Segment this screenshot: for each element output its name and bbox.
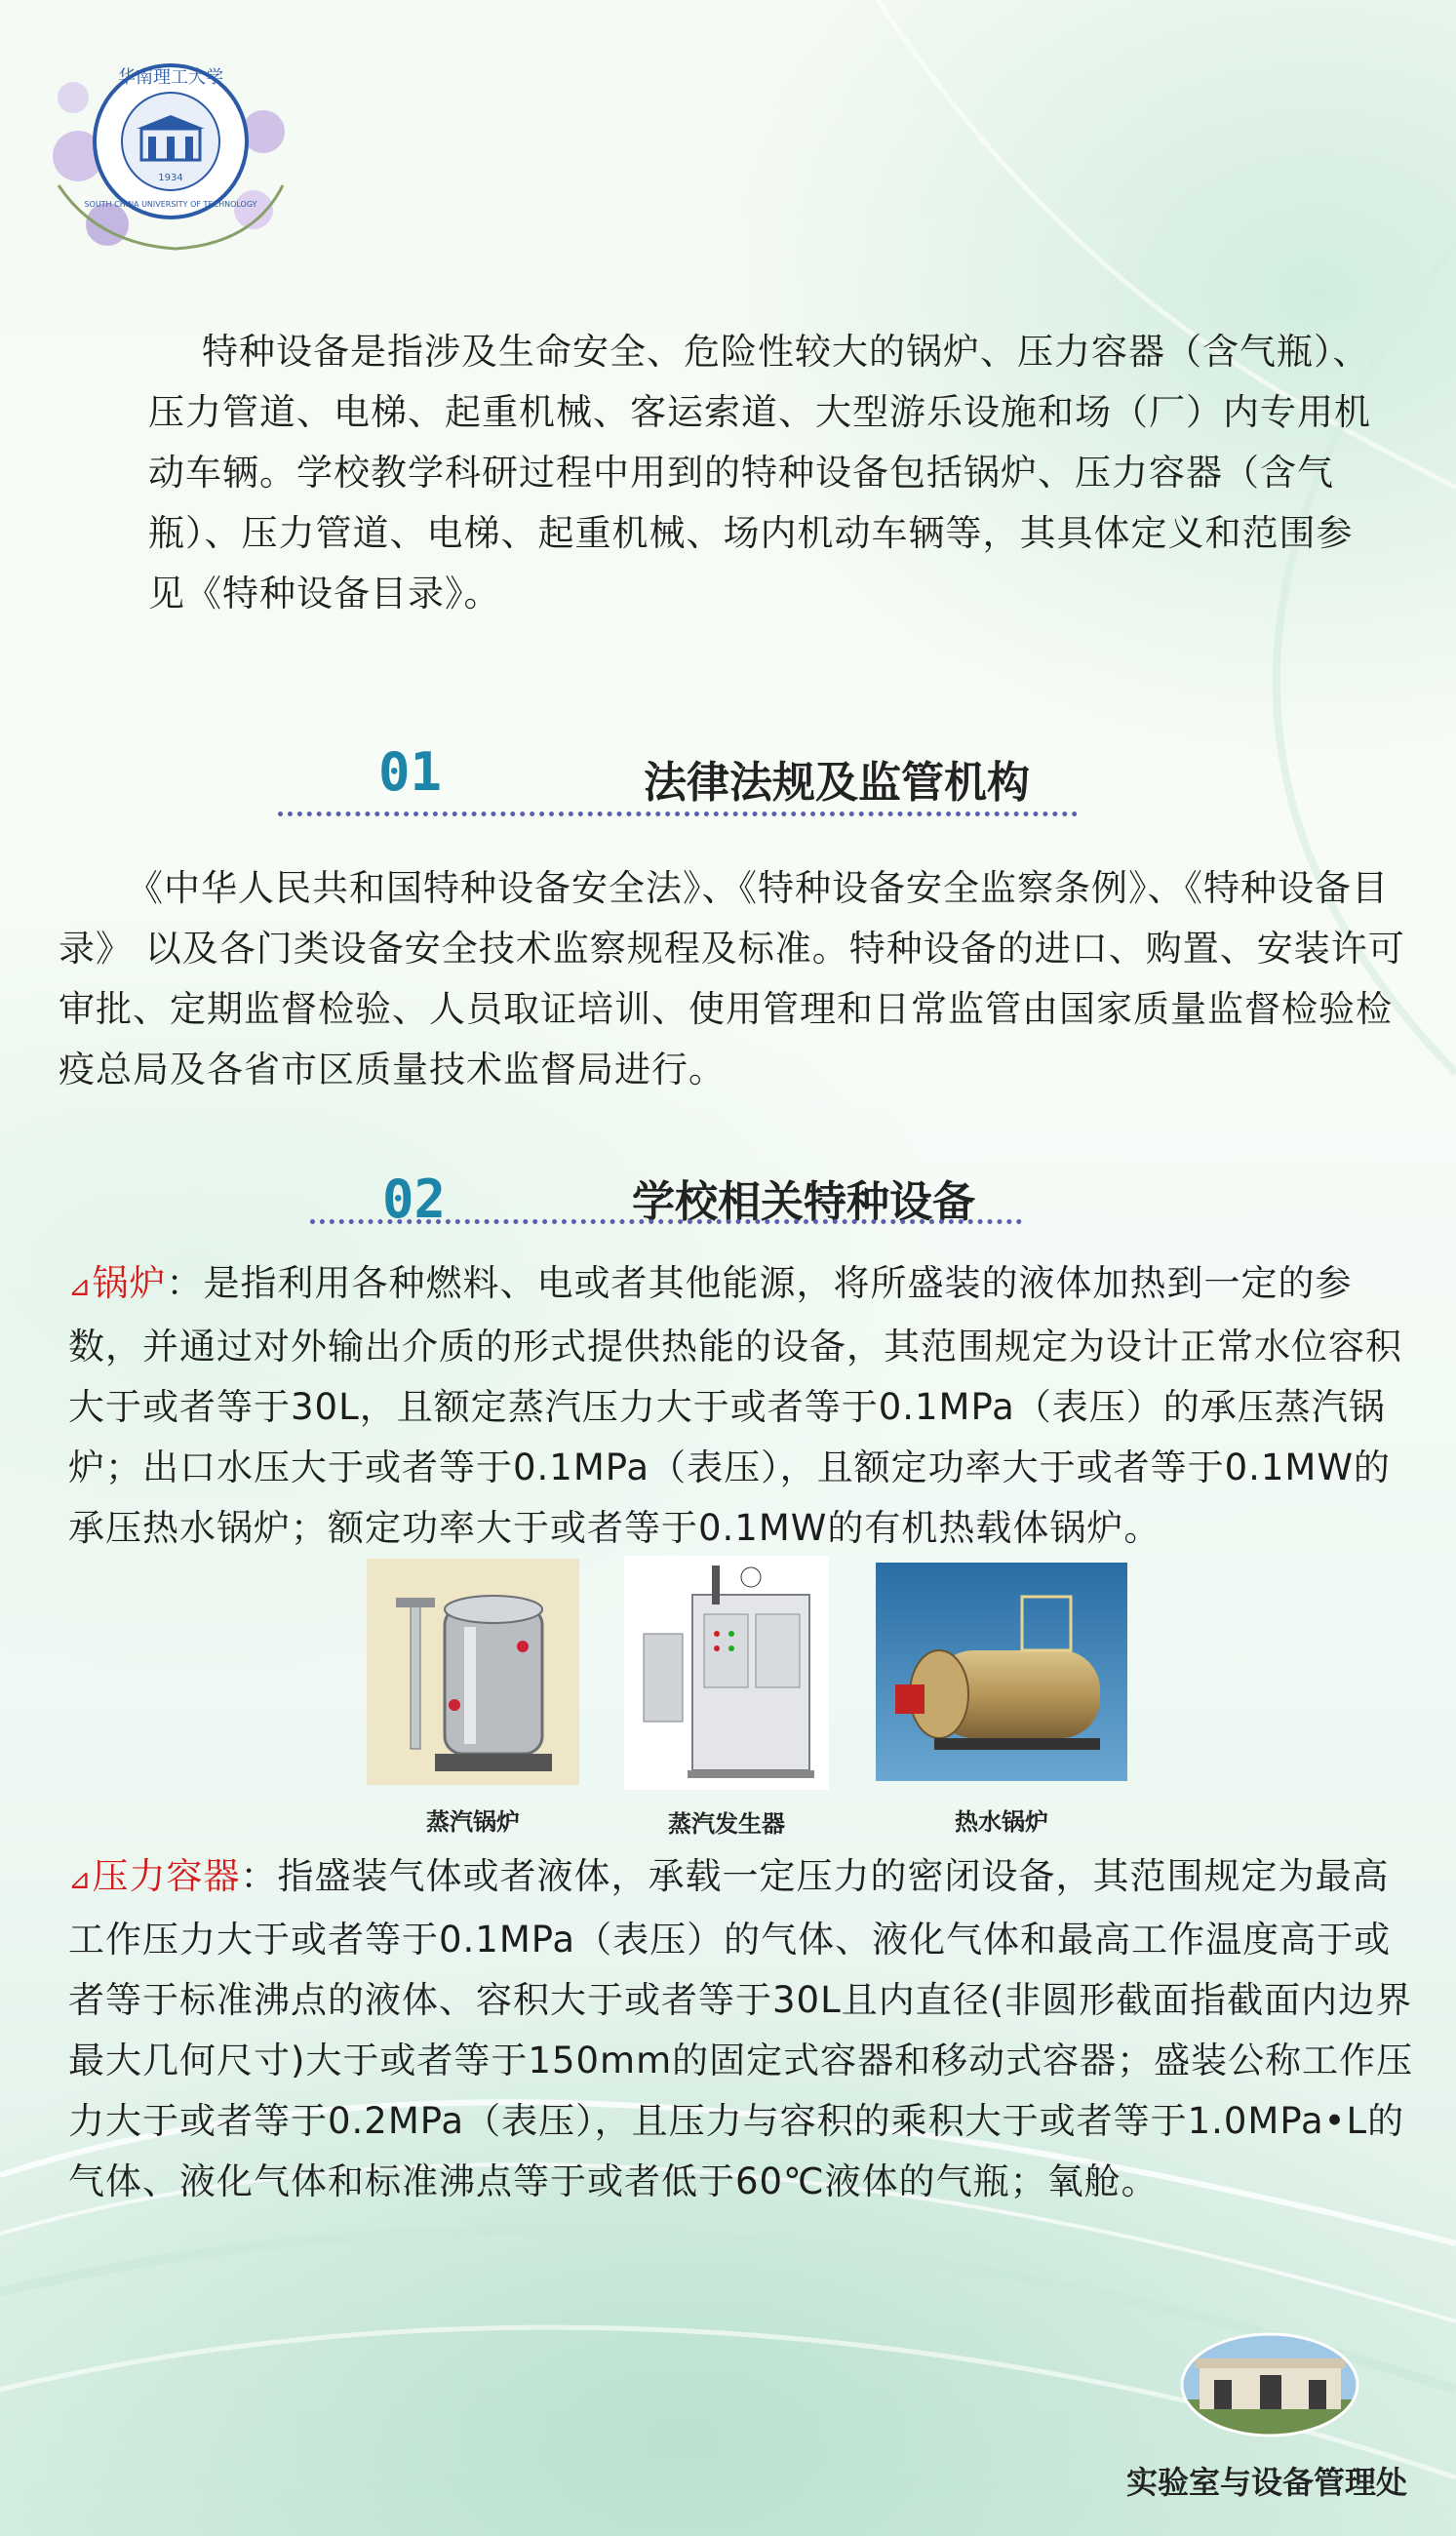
- triangle-marker-icon: ⊿: [68, 1863, 93, 1895]
- section-1-title: 法律法规及监管机构: [644, 758, 1030, 808]
- pressure-vessel-term: 压力容器: [92, 1855, 241, 1897]
- boiler-paragraph: [68, 1253, 1404, 1559]
- logo-english: SOUTH CHINA UNIVERSITY OF TECHNOLOGY: [84, 200, 257, 209]
- section-1-body: 《中华人民共和国特种设备安全法》、《特种设备安全监察条例》、《特种设备目录》 以及各门类设备安全技术监察规程及标准。特种设备的进口、购置、安装许可审批、定期监督检验、人员取证培训、使用管理和日常监管由国家质量监督检验检疫总局及各省市区质量技术监督局进行。: [59, 867, 1405, 1090]
- logo-name: 华南理工大学: [118, 67, 223, 88]
- university-logo: [39, 39, 302, 263]
- section-1-divider: [278, 812, 1078, 816]
- footer-department: 实验室与设备管理处: [1126, 2464, 1408, 2501]
- steam-generator-photo: [624, 1556, 829, 1790]
- caption-steam-boiler: 蒸汽锅炉: [426, 1808, 520, 1836]
- logo-year: 1934: [158, 173, 183, 183]
- pressure-vessel-paragraph: [68, 1846, 1424, 2212]
- section-1-number: 01: [378, 741, 443, 803]
- caption-hot-water-boiler: 热水锅炉: [955, 1808, 1048, 1836]
- hot-water-boiler-photo: [876, 1563, 1127, 1781]
- steam-boiler-photo: [367, 1559, 579, 1785]
- intro-paragraph: 特种设备是指涉及生命安全、危险性较大的锅炉、压力容器（含气瓶）、压力管道、电梯、起重机械、客运索道、大型游乐设施和场（厂）内专用机动车辆。学校教学科研过程中用到的特种设备包括锅炉、压力容器（含气瓶）、压力管道、电梯、起重机械、场内机动车辆等，其具体定义和范围参见《特种设备目录》。: [148, 331, 1371, 614]
- campus-gate-photo: [1180, 2331, 1360, 2438]
- section-2-divider: [310, 1219, 1022, 1224]
- triangle-marker-icon: ⊿: [68, 1270, 93, 1302]
- section-2-number: 02: [382, 1169, 447, 1230]
- boiler-term: 锅炉: [92, 1262, 167, 1304]
- boiler-definition: ：是指利用各种燃料、电或者其他能源，将所盛装的液体加热到一定的参数，并通过对外输出介质的形式提供热能的设备，其范围规定为设计正常水位容积大于或者等于30L，且额定蒸汽压力大于或者等于0.1MPa（表压）的承压蒸汽锅炉；出口水压大于或者等于0.1MPa（表压），且额定功率大于或者等于0.1MW的承压热水锅炉；额定功率大于或者等于0.1MW的有机热载体锅炉。: [68, 1262, 1402, 1549]
- pressure-vessel-definition: ：指盛装气体或者液体，承载一定压力的密闭设备，其范围规定为最高工作压力大于或者等于0.1MPa（表压）的气体、液化气体和最高工作温度高于或者等于标准沸点的液体、容积大于或者等于30L且内直径(非圆形截面指截面内边界最大几何尺寸)大于或者等于150mm的固定式容器和移动式容器；盛装公称工作压力大于或者等于0.2MPa（表压），且压力与容积的乘积大于或者等于1.0MPa•L的气体、液化气体和标准沸点等于或者低于60℃液体的气瓶；氧舱。: [68, 1855, 1414, 2202]
- caption-steam-generator: 蒸汽发生器: [668, 1810, 785, 1838]
- section-2-title: 学校相关特种设备: [632, 1177, 975, 1227]
